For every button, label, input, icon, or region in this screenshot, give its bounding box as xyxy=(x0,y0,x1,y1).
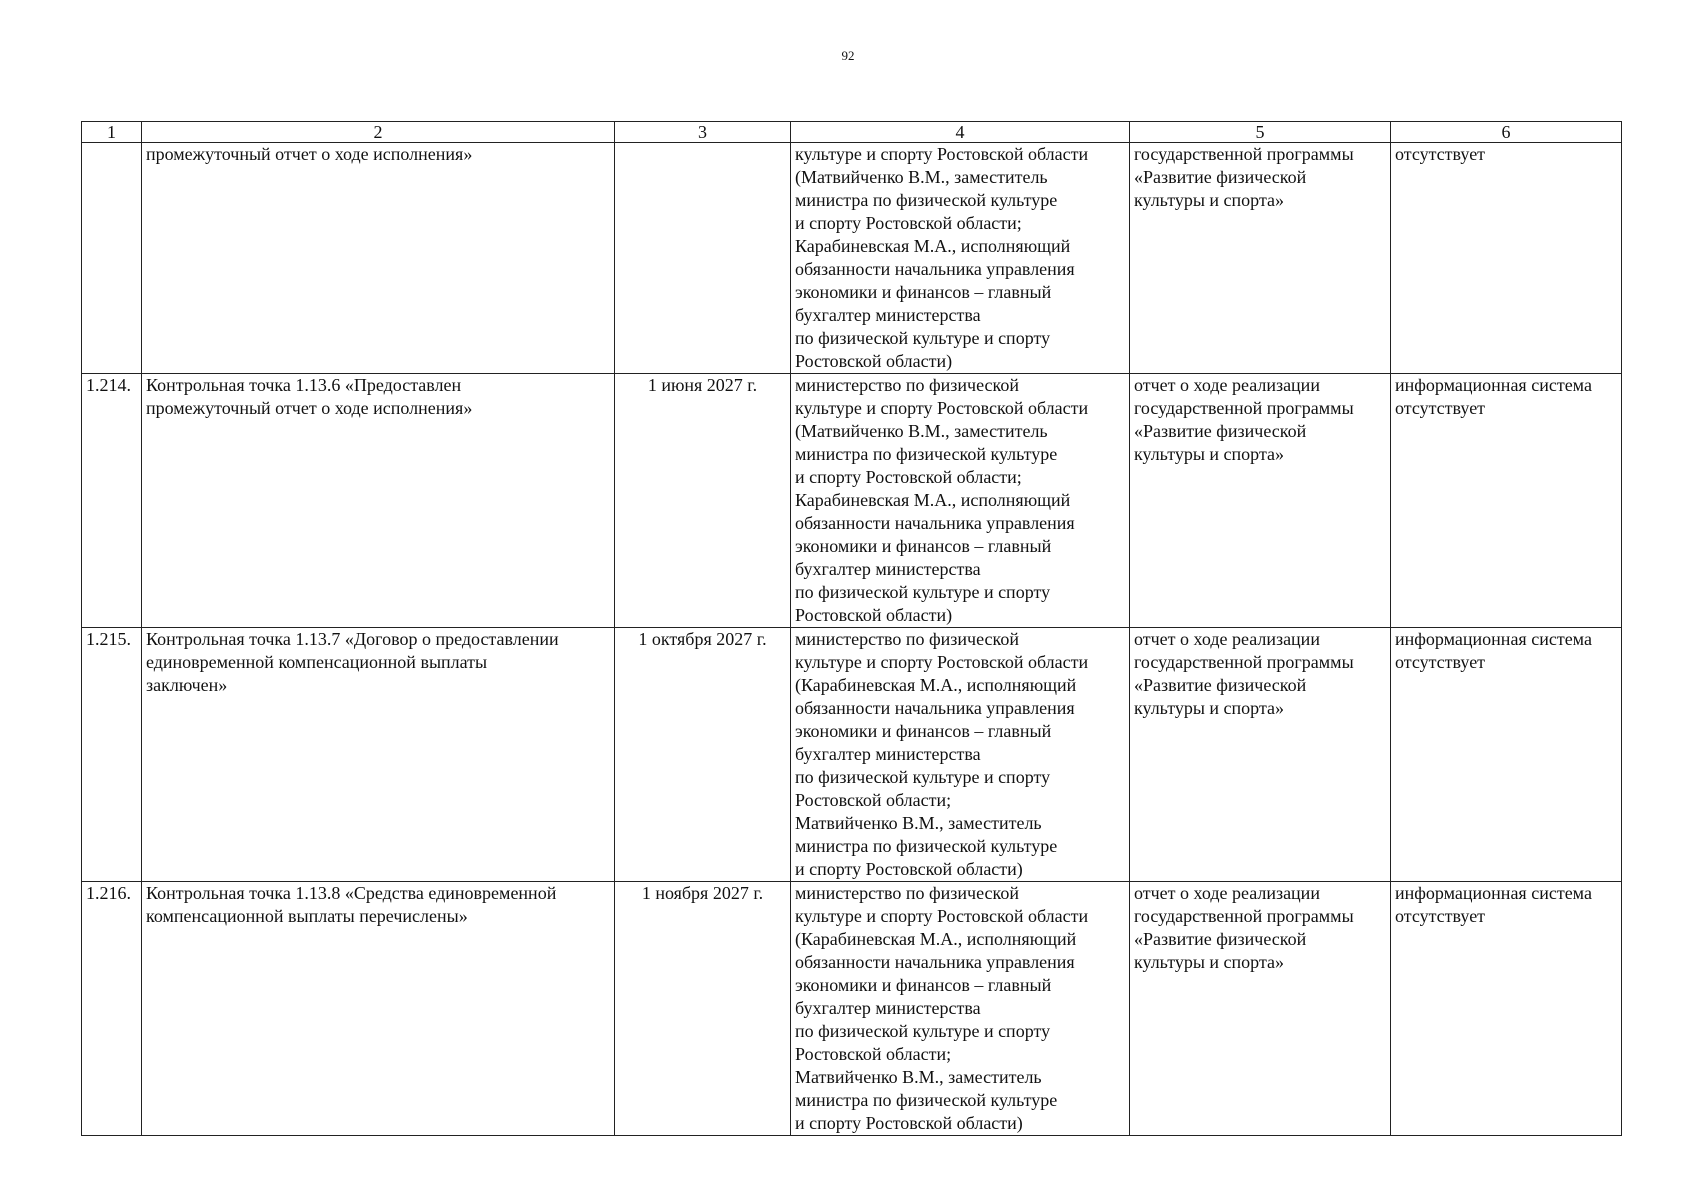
responsible-cell: министерство по физической культуре и спорту Ростовской области (Карабиневская М.А., исполняющий обязанности начальника управления экономики и финансов – главный бухгалтер министерства по физической культуре и спорту Ростовской области; Матвийченко В.М., заместитель министра по физической культуре и спорту Ростовской области) xyxy=(791,628,1130,882)
responsible-cell: культуре и спорту Ростовской области (Матвийченко В.М., заместитель министра по физической культуре и спорту Ростовской области; Карабиневская М.А., исполняющий обязанности начальника управления экономики и финансов – главный бухгалтер министерства по физической культуре и спорту Ростовской области) xyxy=(791,143,1130,374)
column-header: 2 xyxy=(142,122,615,143)
system-cell: информационная система отсутствует xyxy=(1391,628,1622,882)
document-cell: отчет о ходе реализации государственной программы «Развитие физической культуры и спорта» xyxy=(1130,882,1391,1136)
data-table xyxy=(81,121,1622,1136)
event-cell: промежуточный отчет о ходе исполнения» xyxy=(142,143,615,374)
responsible-cell: министерство по физической культуре и спорту Ростовской области (Карабиневская М.А., исполняющий обязанности начальника управления экономики и финансов – главный бухгалтер министерства по физической культуре и спорту Ростовской области; Матвийченко В.М., заместитель министра по физической культуре и спорту Ростовской области) xyxy=(791,882,1130,1136)
row-number: 1.214. xyxy=(82,374,142,628)
column-header: 6 xyxy=(1391,122,1622,143)
document-cell: государственной программы «Развитие физической культуры и спорта» xyxy=(1130,143,1391,374)
column-header: 5 xyxy=(1130,122,1391,143)
event-cell: Контрольная точка 1.13.6 «Предоставлен промежуточный отчет о ходе исполнения» xyxy=(142,374,615,628)
row-number: 1.215. xyxy=(82,628,142,882)
table-row xyxy=(82,374,1622,628)
date-cell xyxy=(615,143,791,374)
table-header-row xyxy=(82,122,1622,143)
document-cell: отчет о ходе реализации государственной программы «Развитие физической культуры и спорта» xyxy=(1130,628,1391,882)
table-row xyxy=(82,882,1622,1136)
system-cell: информационная система отсутствует xyxy=(1391,374,1622,628)
system-cell: информационная система отсутствует xyxy=(1391,882,1622,1136)
date-cell: 1 октября 2027 г. xyxy=(615,628,791,882)
row-number: 1.216. xyxy=(82,882,142,1136)
responsible-cell: министерство по физической культуре и спорту Ростовской области (Матвийченко В.М., заместитель министра по физической культуре и спорту Ростовской области; Карабиневская М.А., исполняющий обязанности начальника управления экономики и финансов – главный бухгалтер министерства по физической культуре и спорту Ростовской области) xyxy=(791,374,1130,628)
page-number: 92 xyxy=(841,48,855,63)
row-number xyxy=(82,143,142,374)
column-header: 3 xyxy=(615,122,791,143)
system-cell: отсутствует xyxy=(1391,143,1622,374)
date-cell: 1 июня 2027 г. xyxy=(615,374,791,628)
document-cell: отчет о ходе реализации государственной программы «Развитие физической культуры и спорта» xyxy=(1130,374,1391,628)
column-header: 4 xyxy=(791,122,1130,143)
event-cell: Контрольная точка 1.13.8 «Средства единовременной компенсационной выплаты перечислены» xyxy=(142,882,615,1136)
date-cell: 1 ноября 2027 г. xyxy=(615,882,791,1136)
table-row xyxy=(82,628,1622,882)
table-row xyxy=(82,143,1622,374)
column-header: 1 xyxy=(82,122,142,143)
event-cell: Контрольная точка 1.13.7 «Договор о предоставлении единовременной компенсационной выплаты заключен» xyxy=(142,628,615,882)
